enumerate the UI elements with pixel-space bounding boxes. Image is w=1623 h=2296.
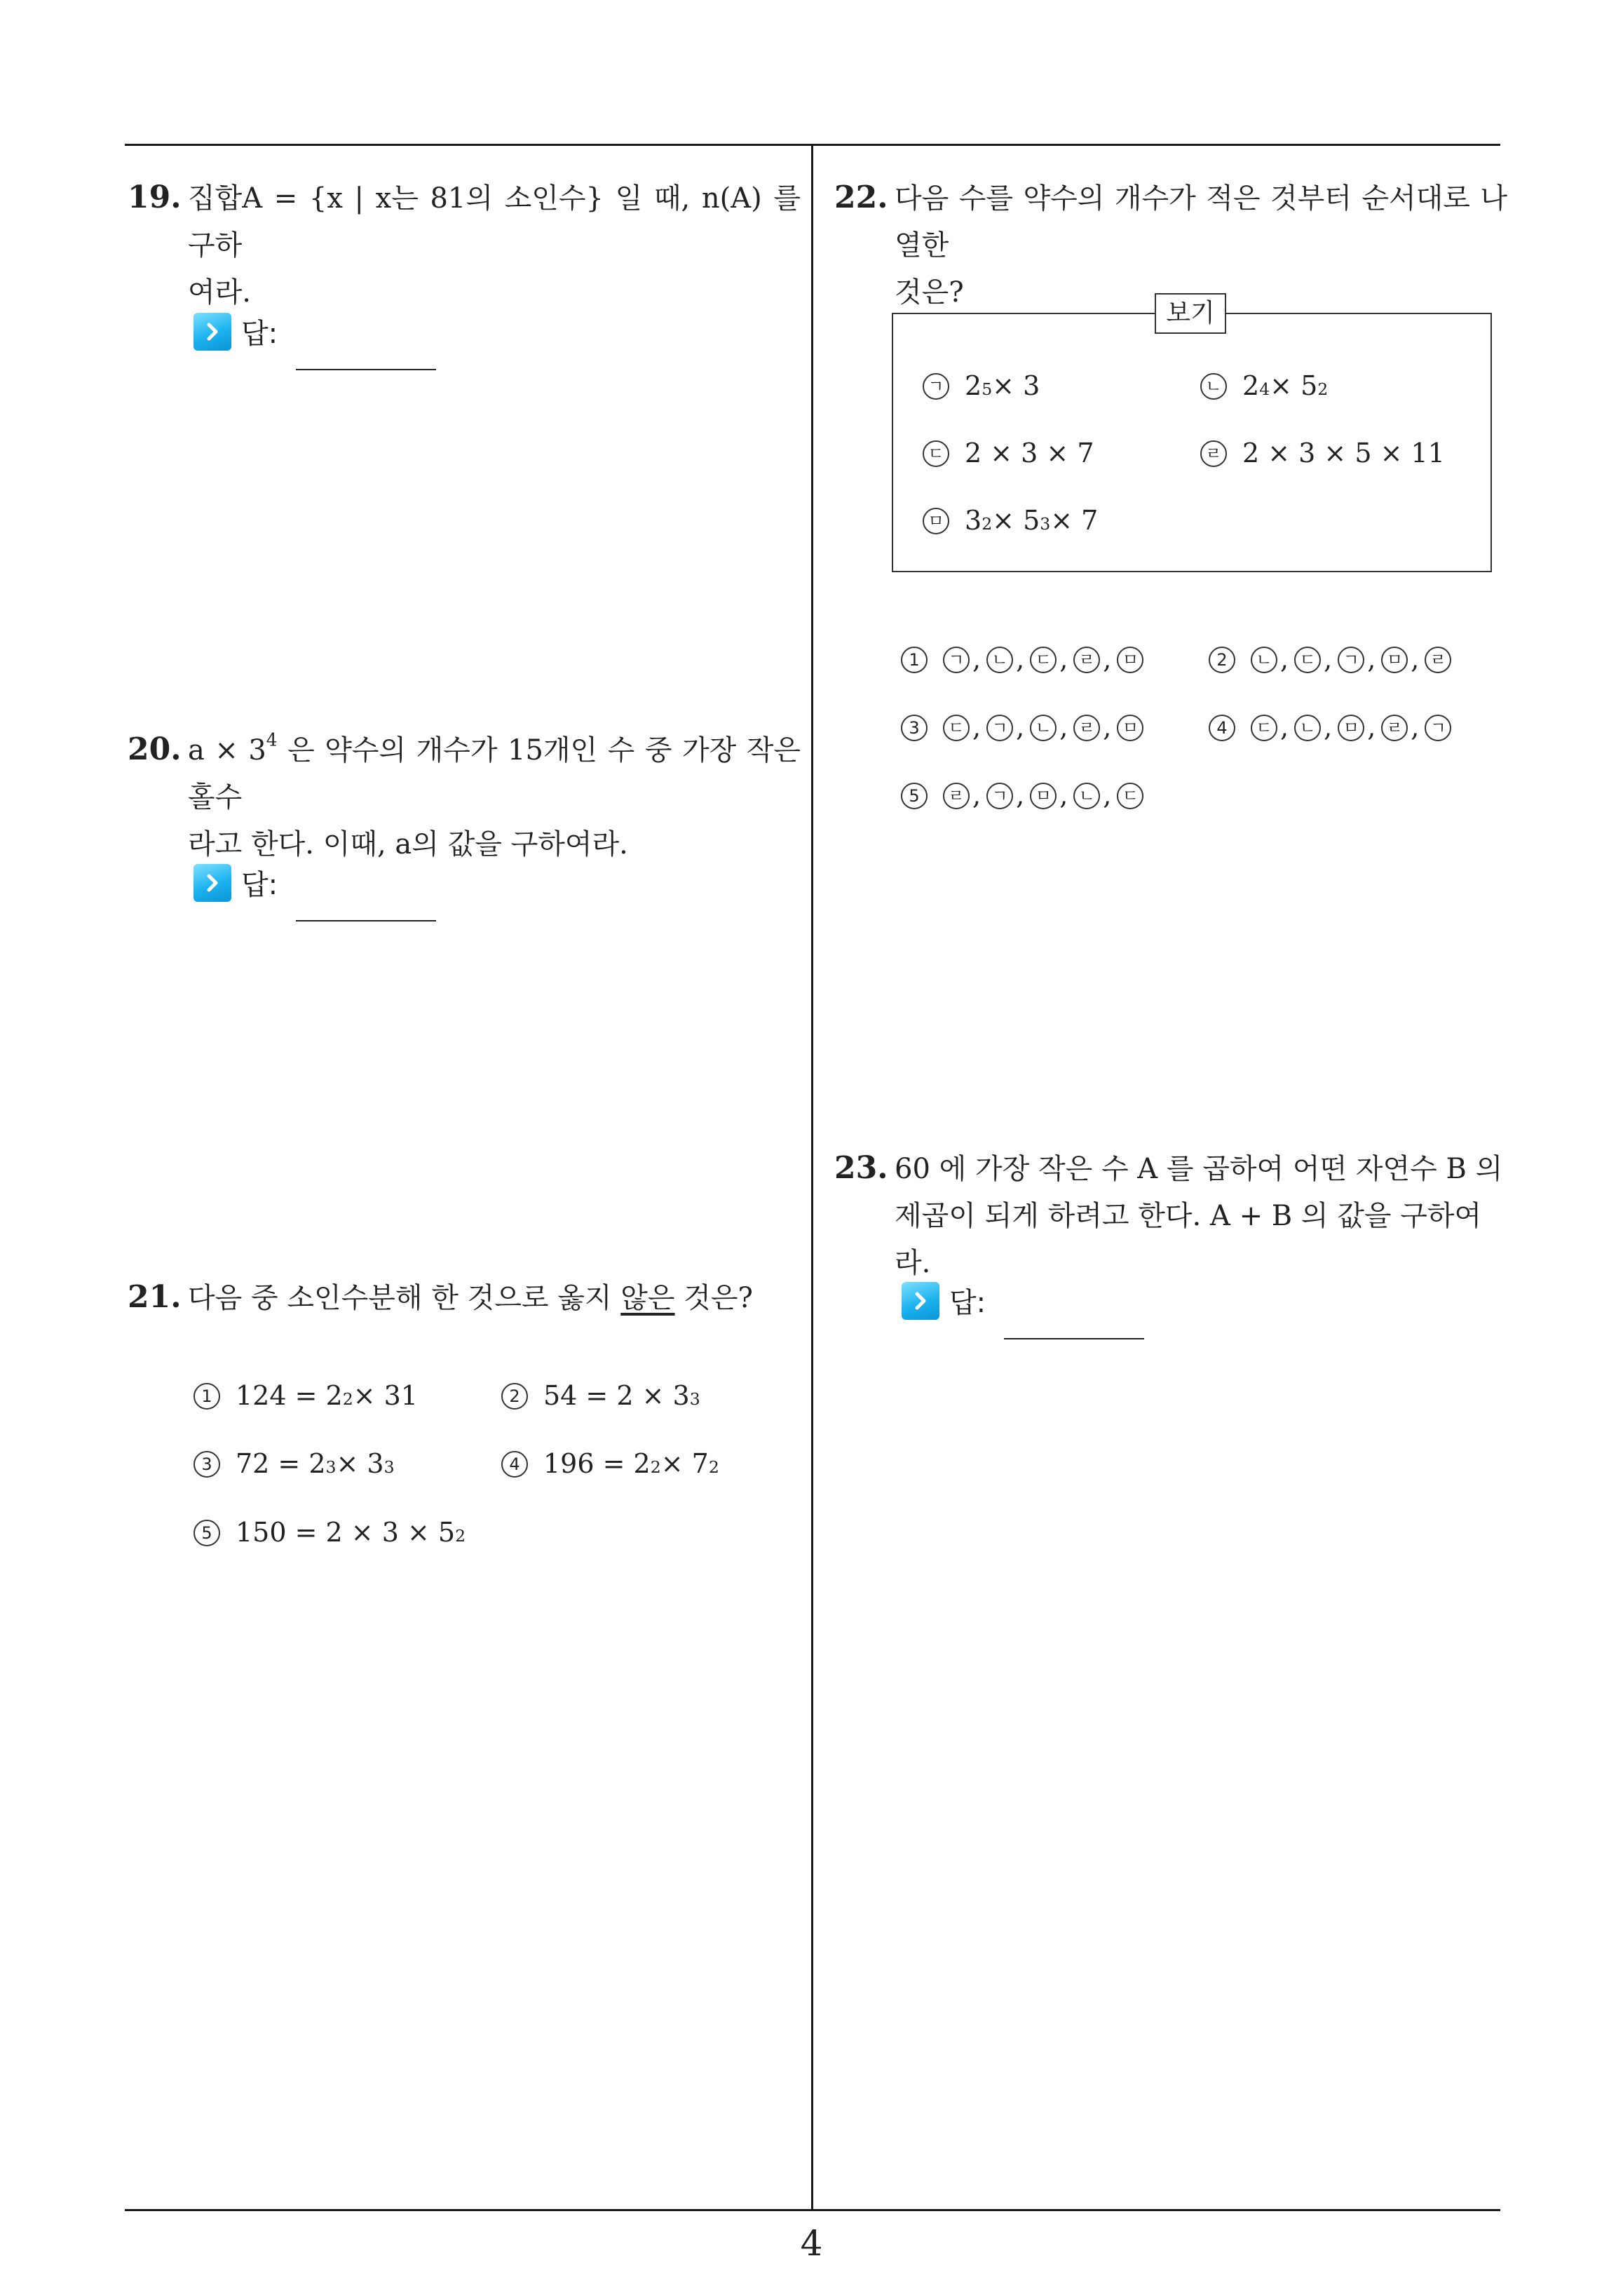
bottom-rule [125,2209,1500,2211]
choice-item[interactable]: 1 ㄱ , ㄴ , ㄷ , ㄹ , ㅁ [901,644,1143,676]
chevron-right-icon [193,313,231,351]
bogi-item: ㅁ 3 2 × 5 3 × 7 [923,505,1098,537]
column-divider [811,145,813,2210]
page-number: 4 [800,2223,823,2264]
answer-20 [193,863,436,903]
bogi-item: ㄴ 2 4 × 5 2 [1200,370,1328,403]
answer-blank[interactable] [1004,1310,1144,1339]
question-number: 23. [834,1150,888,1186]
question-number: 19. [128,180,182,215]
answer-blank[interactable] [296,341,436,370]
question-text-cont: 제곱이 되게 하려고 한다. A + B 의 값을 구하여라. [895,1200,1482,1279]
chevron-right-icon [902,1282,939,1320]
question-text-cont: 여라. [188,276,251,309]
question-number: 22. [834,180,888,215]
question-number: 21. [128,1279,182,1315]
choice-item[interactable]: 2 ㄴ , ㄷ , ㄱ , ㅁ , ㄹ [1209,644,1451,676]
answer-19 [193,311,436,351]
answer-23 [902,1281,1144,1321]
question-text: 집합A = {x | x는 81의 소인수} 일 때, n(A) 를 구하 [188,182,801,262]
question-text: 다음 중 소인수분해 한 것으로 옳지 않은 것은? [188,1282,753,1314]
question-text: 60 에 가장 작은 수 A 를 곱하여 어떤 자연수 B 의 [895,1153,1503,1185]
bogi-title: 보기 [1155,293,1226,334]
choice-item[interactable]: 4 196 = 2 2 × 7 2 [501,1448,719,1480]
question-21 [128,1274,801,1322]
question-text-cont: 라고 한다. 이때, a의 값을 구하여라. [188,828,628,860]
question-19 [128,174,801,316]
choice-item[interactable]: 3 72 = 2 3 × 3 3 [193,1448,395,1480]
choice-item[interactable]: 5 ㄹ , ㄱ , ㅁ , ㄴ , ㄷ [901,780,1143,812]
bogi-item: ㄹ 2 × 3 × 5 × 11 [1200,438,1445,470]
choice-item[interactable]: 5 150 = 2 × 3 × 5 2 [193,1517,466,1549]
answer-label: 답: [241,318,278,350]
answer-label: 답: [241,869,278,901]
question-23 [834,1144,1507,1287]
question-20 [128,726,801,868]
question-text: $a \times 3^4$ 은 약수의 개수가 15개인 수 중 가장 작은 홀수 [188,729,801,813]
chevron-right-icon [193,864,231,902]
question-text-cont: 것은? [895,276,964,309]
question-text: 다음 수를 약수의 개수가 적은 것부터 순서대로 나열한 [895,182,1507,262]
choice-item[interactable]: 3 ㄷ , ㄱ , ㄴ , ㄹ , ㅁ [901,712,1143,744]
choice-item[interactable]: 4 ㄷ , ㄴ , ㅁ , ㄹ , ㄱ [1209,712,1451,744]
question-number: 20. [128,731,182,767]
choice-item[interactable]: 1 124 = 2 2 × 31 [193,1380,418,1412]
choice-item[interactable]: 2 54 = 2 × 3 3 [501,1380,700,1412]
answer-label: 답: [949,1287,986,1319]
bogi-item: ㄷ 2 × 3 × 7 [923,438,1094,470]
answer-blank[interactable] [296,892,436,921]
bogi-item: ㄱ 2 5 × 3 [923,370,1040,403]
